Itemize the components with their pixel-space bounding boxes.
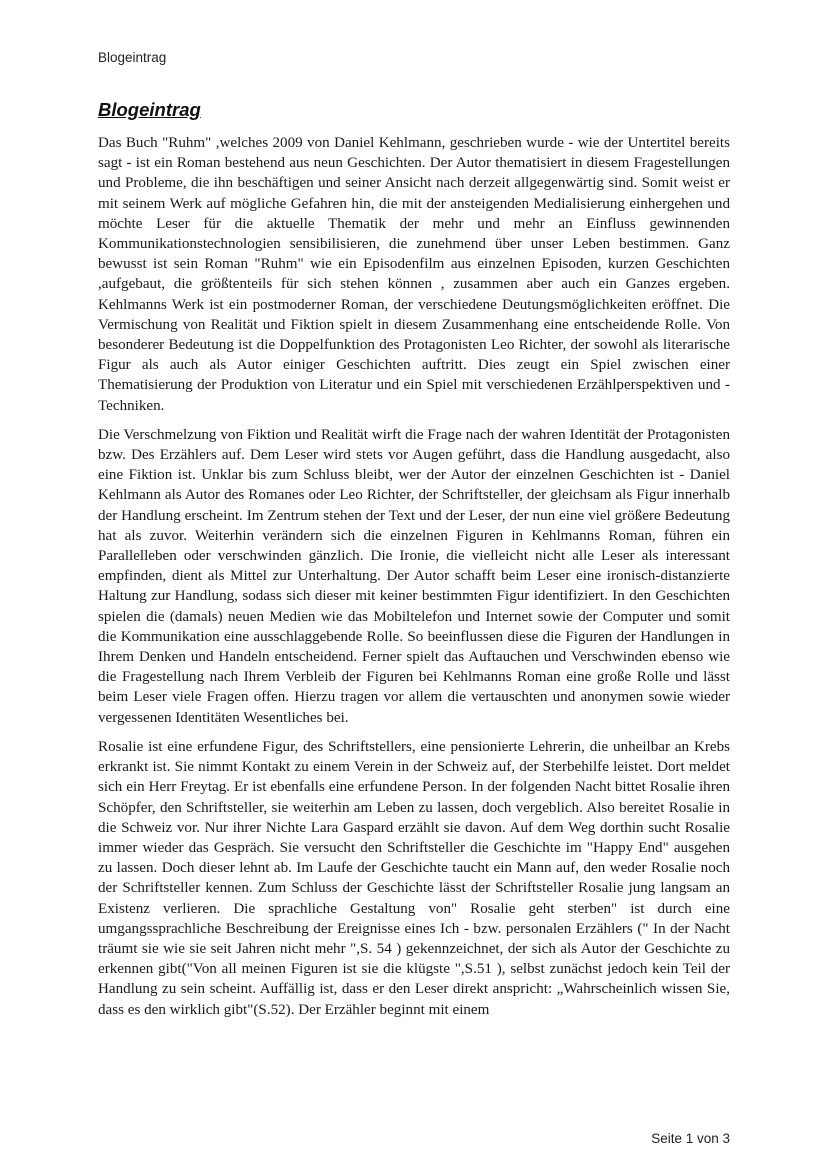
document-title: Blogeintrag: [98, 99, 201, 120]
paragraph-fiction-reality: Die Verschmelzung von Fiktion und Realität wirft die Frage nach der wahren Identität der Protagonisten bzw. Des Erzählers auf. Dem Leser wird stets vor Augen geführt, dass die Handlung ausgedacht, also eine Fiktion ist. Unklar bis zum Schluss bleibt, wer der Autor der einzelnen Geschichten ist - Daniel Kehlmann als Autor des Romanes oder Leo Richter, der Schriftsteller, der gleichsam als Figur innerhalb der Handlung erscheint. Im Zentrum stehen der Text und der Leser, der nun eine viel größere Bedeutung hat als zuvor. Weiterhin verändern sich die einzelnen Figuren in Kehlmanns Roman, führen ein Parallelleben oder verschwinden gänzlich. Die Ironie, die vielleicht nicht alle Leser als interessant empfinden, dient als Mittel zur Unterhaltung. Der Autor schafft beim Leser eine ironisch-distanzierte Haltung zur Handlung, sodass sich dieser mit keiner bestimmten Figur identifiziert. In den Geschichten spielen die (damals) neuen Medien wie das Mobiltelefon und Internet sowie der Computer und somit die Kommunikation eine ausschlaggebende Rolle. So beeinflussen diese die Figuren der Handlungen in Ihrem Denken und Handeln entscheidend. Ferner spielt das Auftauchen und Verschwinden ebenso wie die Fragestellung nach Ihrem Verbleib der Figuren bei Kehlmanns Roman eine große Rolle und lässt beim Leser viele Fragen offen. Hierzu tragen vor allem die vertauschten und anonymen sowie wieder vergessenen Identitäten Wesentliches bei.: [98, 426, 730, 726]
paragraph-intro: Das Buch "Ruhm" ,welches 2009 von Daniel Kehlmann, geschrieben wurde - wie der Untertitel bereits sagt - ist ein Roman bestehend aus neun Geschichten. Der Autor thematisiert in diesem Fragestellungen und Probleme, die ihn beschäftigen und seiner Ansicht nach derzeit allgegenwärtig sind. Somit weist er mit seinem Werk auf mögliche Gefahren hin, die mit der ansteigenden Medialisierung einhergehen und möchte Leser für die aktuelle Thematik der mehr und mehr an Einfluss gewinnenden Kommunikationstechnologien sensibilisieren, die zunehmend über unser Leben bestimmen. Ganz bewusst ist sein Roman "Ruhm" wie ein Episodenfilm aus einzelnen Episoden, kurzen Geschichten ,aufgebaut, die größtenteils für sich stehen können , zusammen aber auch ein Ganzes ergeben. Kehlmanns Werk ist ein postmoderner Roman, der verschiedene Deutungsmöglichkeiten eröffnet. Die Vermischung von Realität und Fiktion spielt in diesem Zusammenhang eine entscheidende Rolle. Von besonderer Bedeutung ist die Doppelfunktion des Protagonisten Leo Richter, der sowohl als literarische Figur als auch als Autor einiger Geschichten auftritt. Dies zeugt ein Spiel zwischen einer Thematisierung der Produktion von Literatur und ein Spiel mit verschiedenen Erzählperspektiven und - Techniken.: [98, 135, 730, 414]
paragraph-rosalie: Rosalie ist eine erfundene Figur, des Schriftstellers, eine pensionierte Lehrerin, die unheilbar an Krebs erkrankt ist. Sie nimmt Kontakt zu einem Verein in der Schweiz auf, der Sterbehilfe leistet. Dort meldet sich ein Herr Freytag. Er ist ebenfalls eine erfundene Person. In der folgenden Nacht bittet Rosalie ihren Schöpfer, den Schriftsteller, sie weiterhin am Leben zu lassen, doch vergeblich. Also bereitet Rosalie in die Schweiz vor. Nur ihrer Nichte Lara Gaspard erzählt sie davon. Auf dem Weg dorthin sucht Rosalie immer wieder das Gespräch. Sie versucht den Schriftsteller die Geschichte im "Happy End" ausgehen zu lassen. Doch dieser lehnt ab. Im Laufe der Geschichte taucht ein Mann auf, den weder Rosalie noch der Schriftsteller kennen. Zum Schluss der Geschichte lässt der Schriftsteller Rosalie jung langsam an Existenz verlieren. Die sprachliche Gestaltung von" Rosalie geht sterben" ist durch eine umgangssprachliche Beschreibung der Ereignisse eines Ich - bzw. personalen Erzählers (" In der Nacht träumt sie wie sie seit Jahren nicht mehr ",S. 54 ) gekennzeichnet, der sich als Autor der Geschichte zu erkennen gibt("Von all meinen Figuren ist sie die klügste ",S.51 ), selbst zunächst jedoch kein Teil der Handlung zu sein scheint. Auffällig ist, dass er den Leser direkt anspricht: „Wahrscheinlich wissen Sie, dass es den wirklich gibt"(S.52). Der Erzähler beginnt mit einem: [98, 738, 730, 1018]
page-number: Seite 1 von 3: [651, 1131, 730, 1146]
running-header: Blogeintrag: [98, 50, 167, 65]
document-body: [98, 133, 730, 1029]
